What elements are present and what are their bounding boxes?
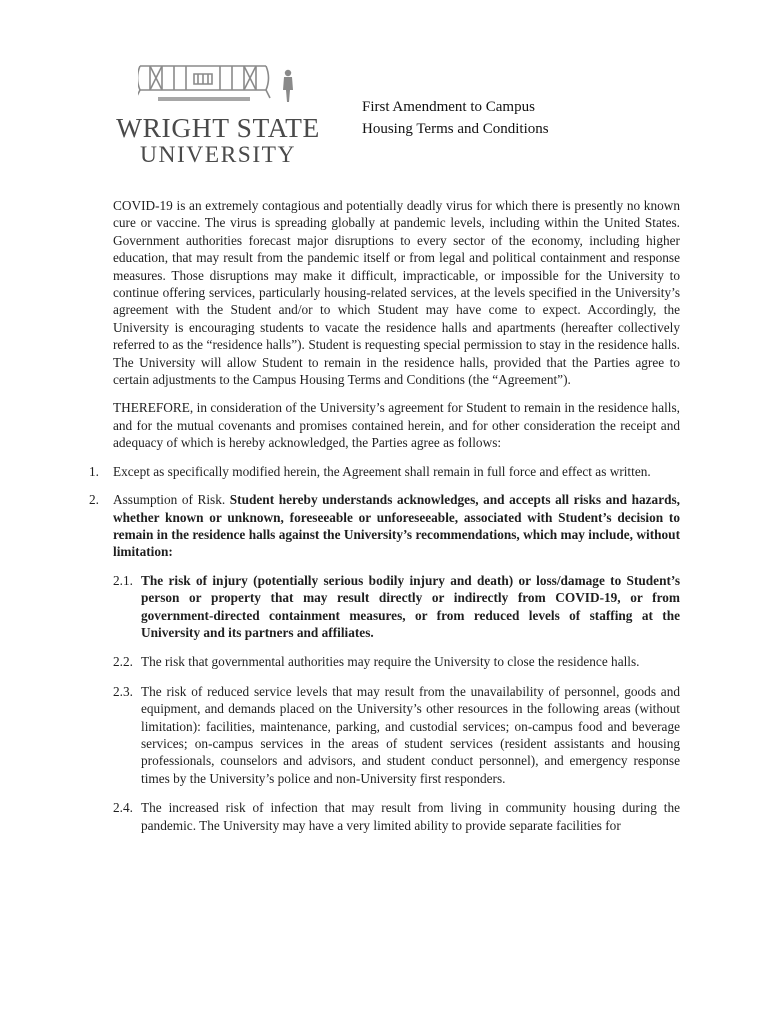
sub-item-number: 2.4. bbox=[113, 800, 133, 816]
list-item-lead: Assumption of Risk. bbox=[113, 492, 230, 508]
sub-item-number: 2.3. bbox=[113, 683, 133, 699]
sub-item-text: The risk of reduced service levels that may result from the unavailability of personnel, goods and equipment, and demands placed on the University’s other resources in the following areas (without limitation): facilities, maintenance, parking, and custodial services; on-campus food and beverage services; on-campus services in the areas of student services (resident assistants and housing professionals, counselors and advisors, and student conduct personnel), and emergency response times by the University’s police and non-University first responders. bbox=[141, 683, 680, 786]
sub-item-text: The increased risk of infection that may result from living in community housing during the pandemic. The University may have a very limited ability to provide separate facilities for bbox=[141, 800, 680, 833]
intro-paragraph: COVID-19 is an extremely contagious and potentially deadly virus for which there is presently no known cure or vaccine. The virus is spreading globally at pandemic levels, including within the United States. Government authorities forecast major disruptions to every sector of the economy, including higher education, that may result from the pandemic itself or from legal and political containment and response measures. Those disruptions may make it difficult, impracticable, or impossible for the University to continue offering services, particularly housing-related services, at the levels specified in the University’s agreement with the Student and/or to which Student may have come to expect. Accordingly, the University is encouraging students to vacate the residence halls and apartments (hereafter collectively referred to as the “residence halls”). Student is requesting special permission to stay in the residence halls. The University will allow Student to remain in the residence halls, provided that the Parties agree to certain adjustments to the Campus Housing Terms and Conditions (the “Agreement”). bbox=[113, 198, 680, 388]
logo-wordmark-university: UNIVERSITY bbox=[140, 142, 296, 168]
list-item-number: 1. bbox=[89, 463, 99, 479]
sub-item-2-2 bbox=[113, 653, 680, 670]
document-body bbox=[89, 197, 680, 846]
sub-item-text: The risk that governmental authorities may require the University to close the residence halls. bbox=[141, 654, 640, 670]
sub-item-2-3 bbox=[113, 683, 680, 787]
document-title-line-1: First Amendment to Campus bbox=[362, 99, 535, 115]
sub-item-number: 2.2. bbox=[113, 654, 133, 670]
list-item-2 bbox=[89, 491, 680, 561]
list-item-1 bbox=[89, 463, 680, 480]
university-logo bbox=[112, 58, 324, 166]
sub-item-2-1 bbox=[113, 572, 680, 642]
list-item-bold-text: Student hereby understands acknowledges, and accepts all risks and hazards, whether known or unknown, foreseeable or unforeseeable, associated with Student’s decision to remain in the residence halls against the University’s recommendations, which may include, without limitation: bbox=[113, 492, 680, 560]
therefore-paragraph: THEREFORE, in consideration of the University’s agreement for Student to remain in the residence halls, and for the mutual covenants and promises contained herein, and for other consideration the receipt and adequacy of which is hereby acknowledged, the Parties agree as follows: bbox=[113, 400, 680, 451]
document-title-line-2: Housing Terms and Conditions bbox=[362, 121, 549, 137]
sub-item-2-4 bbox=[113, 799, 680, 834]
sub-item-number: 2.1. bbox=[113, 572, 133, 588]
sub-item-text: The risk of injury (potentially serious bodily injury and death) or loss/damage to Student’s person or property that may result directly or indirectly from COVID-19, or from government-directed containment measures, or from reduced levels of staffing at the University and its partners and affiliates. bbox=[141, 572, 680, 640]
logo-wordmark-wright-state: WRIGHT STATE bbox=[116, 112, 320, 143]
document-title bbox=[362, 96, 549, 140]
wright-flyer-logo-icon bbox=[138, 60, 308, 110]
list-item-text: Except as specifically modified herein, the Agreement shall remain in full force and effect as written. bbox=[113, 463, 651, 479]
list-item-number: 2. bbox=[89, 492, 99, 508]
